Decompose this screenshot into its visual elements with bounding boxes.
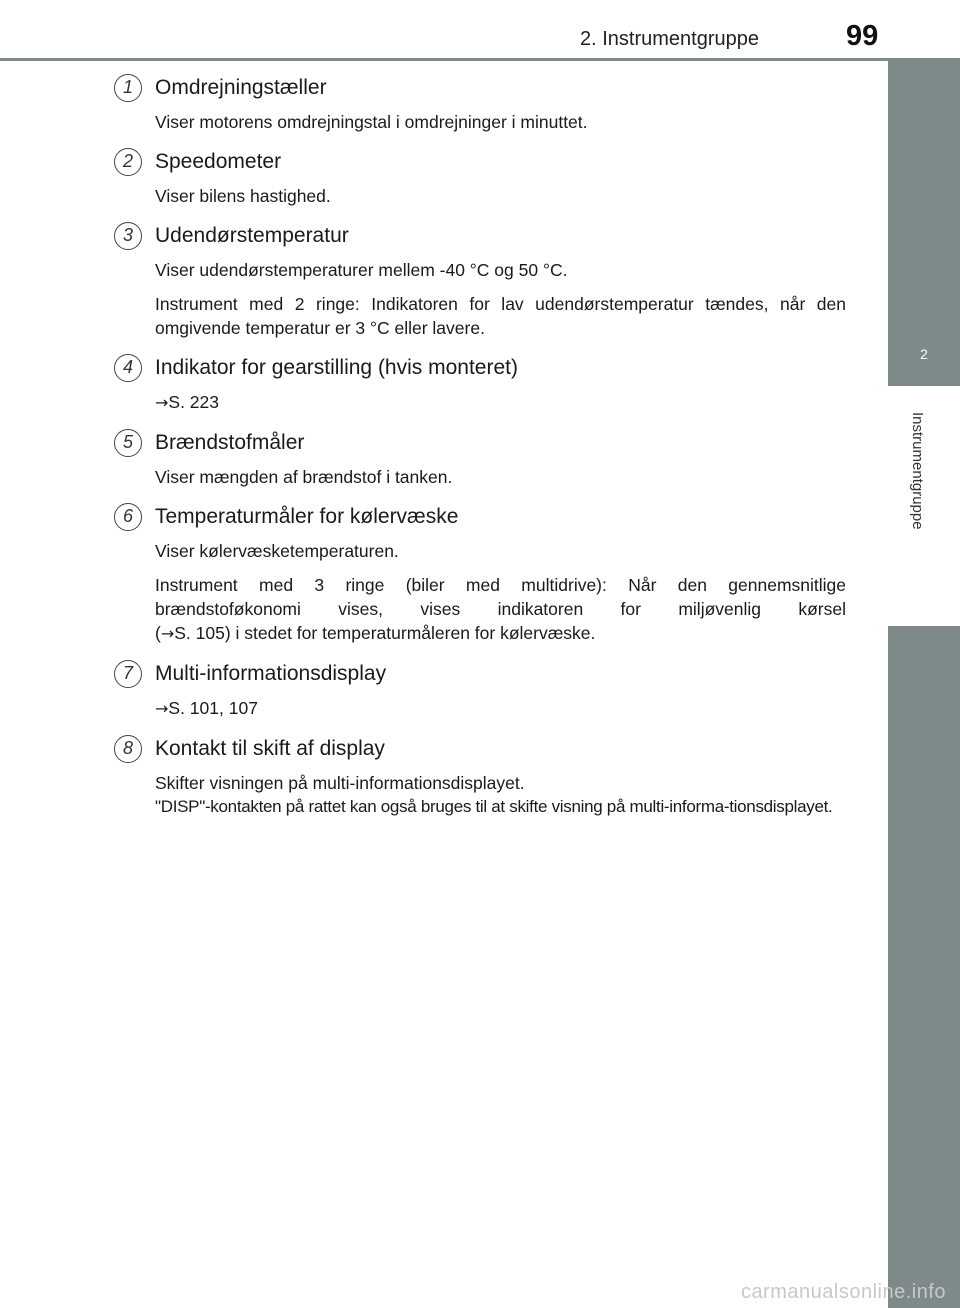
item-paragraph: Instrument med 3 ringe (biler med multidrive): Når den gennemsnitlige brændstoføkonomi vises, vises indikatoren for miljøvenlig kørsel — [155, 575, 846, 619]
item-title: Multi-informationsdisplay — [155, 662, 387, 685]
arrow-right-icon: → — [155, 699, 169, 718]
reference-text: S. 101, 107 — [168, 698, 258, 718]
item-title: Brændstofmåler — [155, 431, 305, 454]
item-number-badge: 1 — [114, 74, 142, 102]
header-rule — [0, 58, 888, 61]
side-tab-bottom — [888, 626, 960, 1308]
item-body — [155, 390, 846, 415]
item-body — [155, 110, 846, 134]
list-item — [114, 735, 846, 819]
list-item — [114, 148, 846, 208]
arrow-right-icon: → — [155, 393, 169, 412]
chapter-label: Instrumentgruppe — [909, 412, 926, 530]
arrow-right-icon: → — [160, 624, 175, 643]
chapter-number: 2 — [920, 346, 928, 362]
continuation-text: S. 105) i stedet for temperaturmåleren for kølervæske. — [174, 623, 596, 643]
item-paragraph-continuation — [155, 621, 846, 646]
item-body — [155, 771, 846, 819]
item-paragraph: Viser bilens hastighed. — [155, 186, 331, 206]
item-title: Kontakt til skift af display — [155, 737, 385, 760]
item-body — [155, 465, 846, 489]
item-body — [155, 258, 846, 340]
side-tab-top — [888, 58, 960, 322]
list-item — [114, 74, 846, 134]
page-reference — [155, 696, 846, 721]
list-item — [114, 429, 846, 489]
item-number-badge: 8 — [114, 735, 142, 763]
item-list — [114, 74, 846, 819]
list-item — [114, 503, 846, 646]
item-number-badge: 3 — [114, 222, 142, 250]
section-title: 2. Instrumentgruppe — [580, 28, 759, 50]
list-item — [114, 660, 846, 721]
item-title: Temperaturmåler for kølervæske — [155, 505, 459, 528]
item-title: Speedometer — [155, 150, 282, 173]
item-body — [155, 539, 846, 646]
item-paragraph: Skifter visningen på multi-informationsdisplayet. — [155, 773, 525, 793]
item-title: Indikator for gearstilling (hvis monteret) — [155, 356, 518, 379]
item-number-badge: 2 — [114, 148, 142, 176]
reference-text: S. 223 — [168, 392, 220, 412]
list-item — [114, 222, 846, 340]
item-paragraph: Viser kølervæsketemperaturen. — [155, 541, 399, 561]
item-paragraph: "DISP"-kontakten på rattet kan også bruges til at skifte visning på multi-informa-tionsdisplayet. — [155, 797, 833, 816]
page-number: 99 — [846, 20, 879, 52]
item-body — [155, 184, 846, 208]
item-paragraph: Viser udendørstemperaturer mellem -40 °C og 50 °C. — [155, 260, 568, 280]
item-title: Udendørstemperatur — [155, 224, 349, 247]
page-reference — [155, 390, 846, 415]
item-number-badge: 7 — [114, 660, 142, 688]
item-title: Omdrejningstæller — [155, 76, 327, 99]
open-paren: ( — [155, 623, 161, 643]
item-body — [155, 696, 846, 721]
item-number-badge: 5 — [114, 429, 142, 457]
item-number-badge: 4 — [114, 354, 142, 382]
item-paragraph: Instrument med 2 ringe: Indikatoren for lav udendørstemperatur tændes, når den omgivende temperatur er 3 °C eller lavere. — [155, 294, 846, 338]
item-number-badge: 6 — [114, 503, 142, 531]
list-item — [114, 354, 846, 415]
item-paragraph: Viser mængden af brændstof i tanken. — [155, 467, 453, 487]
item-paragraph: Viser motorens omdrejningstal i omdrejninger i minuttet. — [155, 112, 588, 132]
watermark: carmanualsonline.info — [740, 1281, 946, 1303]
